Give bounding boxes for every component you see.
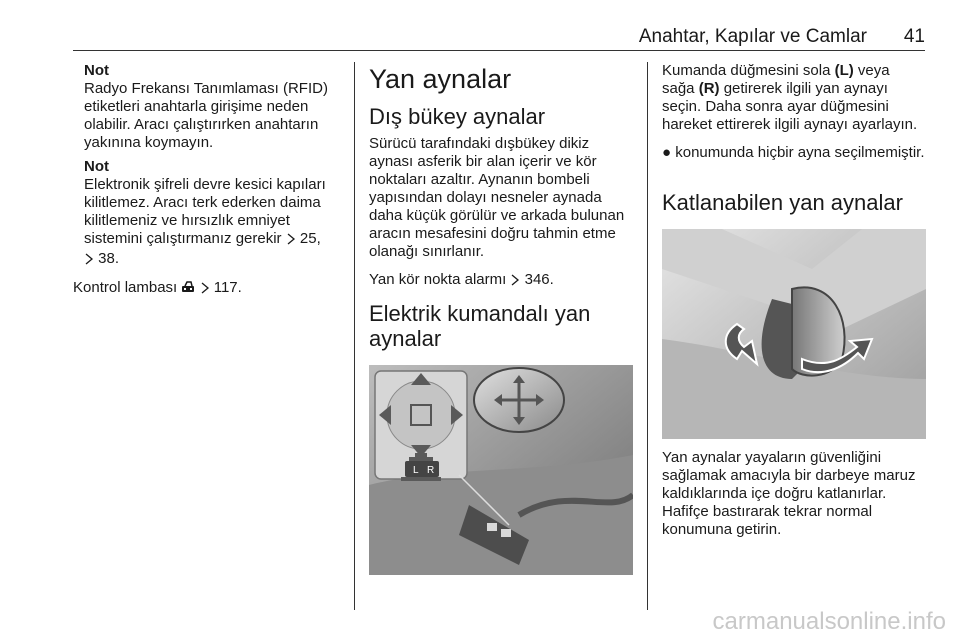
column-2 bbox=[369, 62, 633, 575]
convex-mirror-text: Sürücü tarafındaki dışbükey dikiz aynası asferik bir alan içerir ve kör noktaları azaltır. Aynanın bombeli yapısından dolayı nesneler aynada daha küçük görülür ve arkada bulunan aracın mesafesini doğru tahmin etme olanağı sınırlanır. bbox=[369, 135, 625, 260]
bullet-icon: ● bbox=[662, 144, 672, 161]
page-ref-arrow-icon bbox=[510, 273, 520, 291]
page-number: 41 bbox=[903, 26, 925, 47]
page-ref-link[interactable]: 346. bbox=[524, 271, 554, 288]
page-ref-arrow-icon bbox=[200, 281, 210, 299]
note-immobilizer bbox=[73, 158, 348, 270]
subsection-heading: Dış bükey aynalar bbox=[369, 104, 546, 129]
folding-mirror-illustration bbox=[662, 229, 926, 439]
page-ref-link[interactable]: 38. bbox=[98, 250, 120, 267]
page-ref-link[interactable]: 117. bbox=[213, 279, 242, 296]
mirror-select-text: Kumanda düğmesini sola (L) veya sağa (R) getirerek ilgili yan aynayı seçin. Daha sonra ayar düğmesini hareket ettirerek ilgili aynayı ayarlayın. bbox=[662, 62, 918, 133]
right-mirror-label: R bbox=[427, 465, 435, 476]
mirror-warning-lamp-icon bbox=[181, 280, 195, 299]
left-mirror-label: L bbox=[413, 465, 419, 476]
electric-mirror-control-illustration bbox=[369, 365, 633, 575]
kontrol-lambasi-text: Kontrol lambası 117. bbox=[73, 279, 348, 299]
chapter-title: Anahtar, Kapılar ve Camlar bbox=[638, 26, 867, 47]
column-divider-1 bbox=[354, 62, 355, 610]
subsection-heading: Elektrik kumandalı yan aynalar bbox=[369, 301, 591, 351]
neutral-position-text: ● konumunda hiçbir ayna seçilmemiştir. bbox=[662, 144, 925, 161]
column-3 bbox=[662, 62, 926, 549]
note-label: Not bbox=[84, 62, 109, 79]
subsection-heading: Katlanabilen yan aynalar bbox=[662, 190, 903, 215]
blind-spot-text: Yan kör nokta alarmı 346. bbox=[369, 271, 633, 291]
note-label: Not bbox=[84, 158, 109, 175]
page-header bbox=[73, 22, 925, 51]
section-heading: Yan aynalar bbox=[369, 64, 512, 94]
page-ref-arrow-icon bbox=[286, 232, 296, 250]
page-ref-link[interactable]: 25, bbox=[299, 230, 321, 247]
column-divider-2 bbox=[647, 62, 648, 610]
column-1 bbox=[73, 62, 348, 309]
watermark: carmanualsonline.info bbox=[712, 608, 946, 635]
note-text: Radyo Frekansı Tanımlaması (RFID) etiketleri anahtarla girişime neden olabilir. Aracı çalıştırırken anahtarın yakınına koymayın. bbox=[84, 80, 328, 151]
note-rfid bbox=[73, 62, 348, 152]
folding-mirror-text: Yan aynalar yayaların güvenliğini sağlamak amacıyla bir darbeye maruz kaldıklarında içe doğru katlanırlar. Hafifçe bastırarak tekrar normal konumuna getirin. bbox=[662, 449, 916, 538]
note-text: Elektronik şifreli devre kesici kapıları kilitlemez. Aracı terk ederken daima kilitlemeniz ve hırsızlık emniyet sistemini çalıştırmanız gerekir 25, 38. bbox=[84, 176, 348, 270]
page-ref-arrow-icon bbox=[84, 252, 94, 270]
